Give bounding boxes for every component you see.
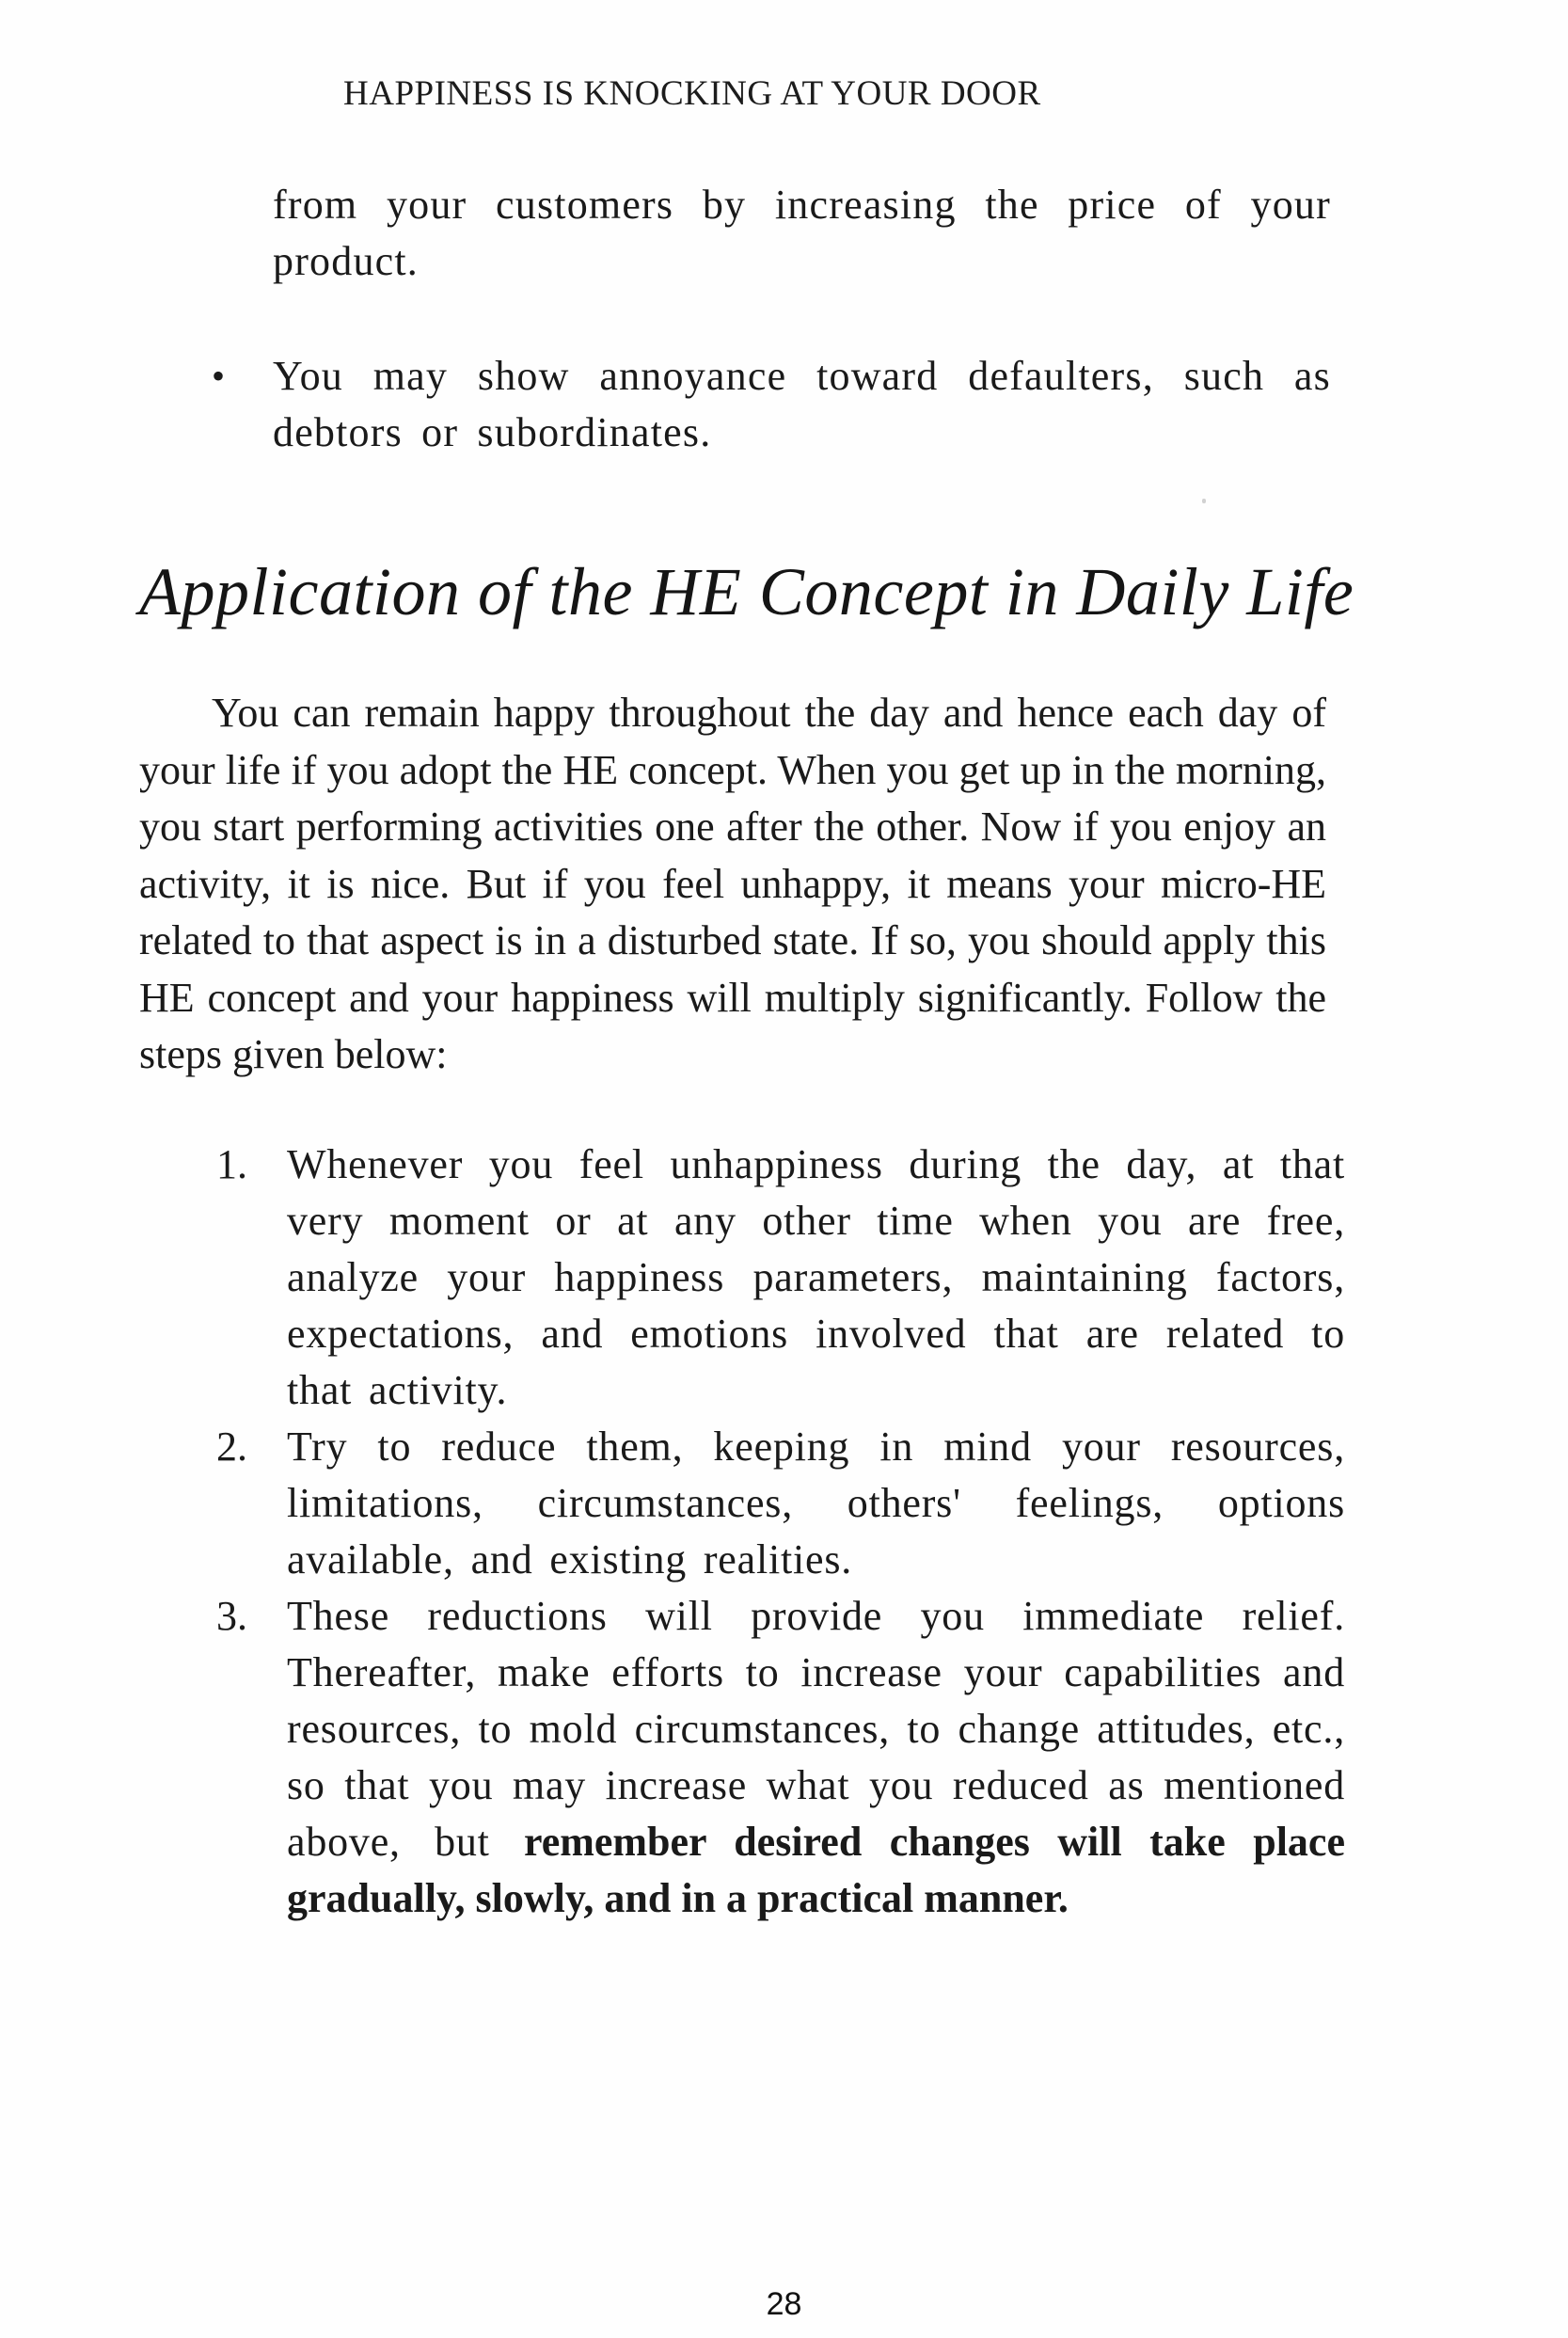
step-number: 1. bbox=[216, 1141, 247, 1187]
step-text: Try to reduce them, keeping in mind your resources, limitations, circumstances, others' feelings, options available, and existing realities. bbox=[287, 1423, 1345, 1583]
section-heading: Application of the HE Concept in Daily Life bbox=[139, 554, 1354, 629]
step-text: Whenever you feel unhappiness during the day, at that very moment or at any other time when you are free, analyze your happiness parameters, maintaining factors, expectations, and emotions involved that are related to that activity. bbox=[287, 1141, 1345, 1413]
step-text bbox=[287, 1588, 1345, 1927]
step-text-emphasis: remember desired changes will take place gradually, slowly, and in a practical manner. bbox=[287, 1819, 1345, 1921]
step-item bbox=[216, 1588, 1345, 1927]
step-number: 2. bbox=[216, 1423, 247, 1470]
continued-paragraph: from your customers by increasing the price of your product. bbox=[273, 182, 1331, 284]
steps-list bbox=[216, 1137, 1345, 1927]
step-text-regular: These reductions will provide you immediate relief. Thereafter, make efforts to increase your capabilities and resources, to mold circumstances, to change attitudes, etc., so that you may increase what you reduced as mentioned above, but bbox=[287, 1593, 1345, 1865]
scan-speck bbox=[1202, 499, 1206, 503]
bullet-text: You may show annoyance toward defaulters, such as debtors or subordinates. bbox=[273, 353, 1331, 455]
step-item bbox=[216, 1419, 1345, 1588]
running-header: HAPPINESS IS KNOCKING AT YOUR DOOR bbox=[343, 74, 1041, 113]
body-paragraph: You can remain happy throughout the day and hence each day of your life if you adopt the HE concept. When you get up in the morning, you start performing activities one after the other. Now if you enjoy an activity, it is nice. But if you feel unhappy, it means your micro-HE related to that aspect is in a disturbed state. If so, you should apply this HE concept and your happiness will multiply significantly. Follow the steps given below: bbox=[139, 690, 1326, 1077]
step-number: 3. bbox=[216, 1593, 247, 1639]
bullet-list-item bbox=[202, 348, 1331, 461]
bullet-icon: • bbox=[212, 355, 226, 397]
step-item bbox=[216, 1137, 1345, 1419]
page-number: 28 bbox=[766, 2286, 802, 2322]
